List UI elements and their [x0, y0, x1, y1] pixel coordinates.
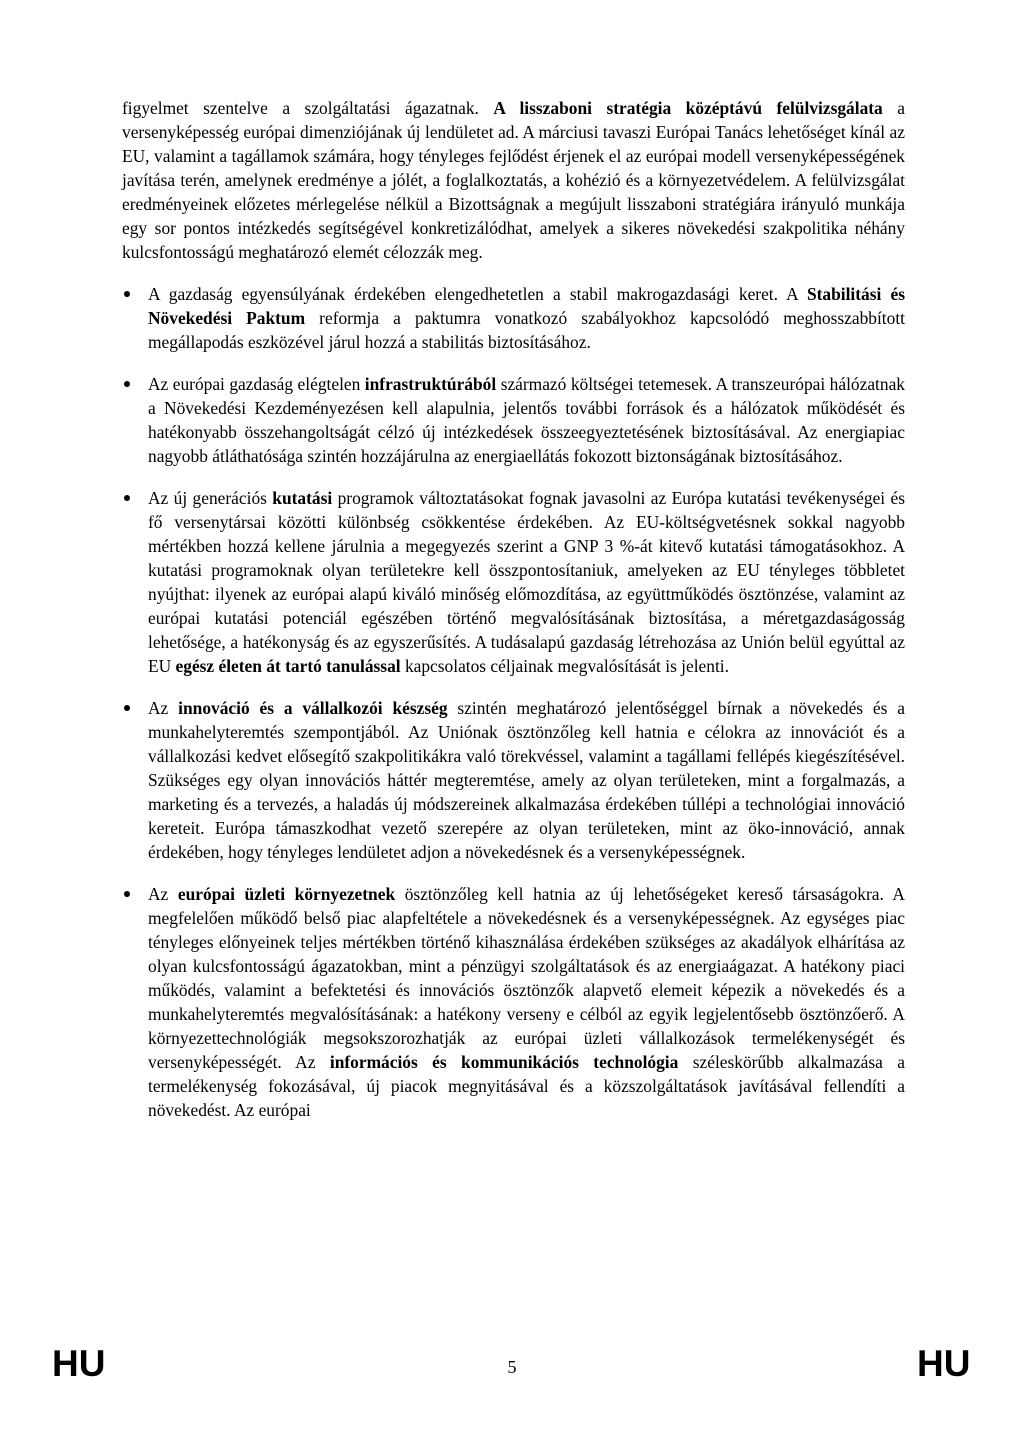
- text-run: Az: [148, 698, 179, 718]
- text-run: széleskörűbb alkalmazása a termelékenység fokozásával, új piacok megnyitásával és a közszolgáltatások javításával fellendíti a növekedést. Az európai: [148, 1052, 905, 1120]
- bullet-list: [122, 282, 905, 1122]
- bold-text-run: A lisszaboni stratégia középtávú felülvizsgálata: [493, 98, 883, 118]
- bold-text-run: egész életen át tartó tanulással: [175, 656, 401, 676]
- text-run: Az új generációs: [148, 488, 273, 508]
- bold-text-run: infrastruktúrából: [364, 374, 497, 394]
- text-run: A gazdaság egyensúlyának érdekében elengedhetetlen a stabil makrogazdasági keret. A: [148, 284, 807, 304]
- bullet-text: [148, 696, 905, 864]
- body-text: [122, 96, 905, 1140]
- text-run: figyelmet szentelve a szolgáltatási ágazatnak.: [122, 98, 494, 118]
- bullet-item-research: [122, 486, 905, 678]
- bullet-item-stability: [122, 282, 905, 354]
- bullet-icon: [124, 381, 130, 387]
- bullet-text: [148, 486, 905, 678]
- intro-paragraph: [122, 96, 905, 264]
- text-run: Az: [148, 884, 178, 904]
- text-run: ösztönzőleg kell hatnia az új lehetőségeket kereső társaságokra. A megfelelően működő belső piac alapfeltétele a növekedésnek és a versenyképességnek. Az egységes piac tényleges előnyeinek teljes mértékben történő kihasználása érdekében szükséges az akadályok elhárítása az olyan kulcsfontosságú ágazatokban, mint a pénzügyi szolgáltatások és az energiaágazat. A hatékony piaci működés, valamint a befektetési és innovációs ösztönzők alapvető elemeit képezik a növekedés és a munkahelyteremtés megvalósításának: a hatékony verseny e célból az egyik legjelentősebb ösztönzőerő. A környezettechnológiák megsokszorozhatják az európai üzleti vállalkozások termelékenységét és versenyképességét. Az: [148, 884, 905, 1072]
- text-run: Az európai gazdaság elégtelen: [148, 374, 365, 394]
- footer-language-label-left: HU: [52, 1343, 106, 1384]
- bullet-icon: [124, 705, 130, 711]
- footer-language-label-right: HU: [917, 1343, 971, 1384]
- bullet-item-innovation: [122, 696, 905, 864]
- bullet-icon: [124, 291, 130, 297]
- bold-text-run: információs és kommunikációs technológia: [329, 1052, 679, 1072]
- text-run: a versenyképesség európai dimenziójának új lendületet ad. A márciusi tavaszi Európai Tanács lehetőséget kínál az EU, valamint a tagállamok számára, hogy tényleges fejlődést érjenek el az európai modell versenyképességének javítása terén, amelynek eredménye a jólét, a foglalkoztatás, a kohézió és a környezetvédelem. A felülvizsgálat eredményeinek előzetes mérlegelése nélkül a Bizottságnak a megújult lisszaboni stratégiára irányuló munkája egy sor pontos intézkedés segítségével konkretizálódhat, amelyek a sikeres növekedési szakpolitika néhány kulcsfontosságú meghatározó elemét célozzák meg.: [122, 98, 905, 262]
- bullet-item-business-environment: [122, 882, 905, 1122]
- bold-text-run: Stabilitási és Növekedési Paktum: [148, 284, 905, 328]
- text-run: származó költségei tetemesek. A transzeurópai hálózatnak a Növekedési Kezdeményezésen kell alapulnia, jelentős további források és a hálózatok működését és hatékonyabb összehangoltságát célzó új intézkedések összeegyeztetésének biztosításával. Az energiapiac nagyobb átláthatósága szintén hozzájárulna az energiaellátás fokozott biztonságának biztosításához.: [148, 374, 905, 466]
- bold-text-run: kutatási: [272, 488, 333, 508]
- text-run: programok változtatásokat fognak javasolni az Európa kutatási tevékenységei és fő versenytársai közötti különbség csökkentése érdekében. Az EU-költségvetésnek sokkal nagyobb mértékben hozzá kellene járulnia a megegyezés szerint a GNP 3 %-át kitevő kutatási támogatásokhoz. A kutatási programoknak olyan területekre kell összpontosítaniuk, amelyeken az EU tényleges többletet nyújthat: ilyenek az európai alapú kiváló minőség előmozdítása, az együttműködés ösztönzése, valamint az európai kutatási potenciál egészében történő megvalósításának biztosítása, a méretgazdaságosság lehetősége, a hatékonyság és az egyszerűsítés. A tudásalapú gazdaság létrehozása az Unión belül egyúttal az EU: [148, 488, 905, 676]
- bullet-item-infrastructure: [122, 372, 905, 468]
- page-number: 5: [507, 1357, 517, 1377]
- text-run: reformja a paktumra vonatkozó szabályokhoz kapcsolódó meghosszabbított megállapodás eszközével járul hozzá a stabilitás biztosításához.: [148, 308, 905, 352]
- text-run: szintén meghatározó jelentőséggel bírnak a növekedés és a munkahelyteremtés szempontjából. Az Uniónak ösztönzőleg kell hatnia e célokra az innovációt és a vállalkozási kedvet elősegítő szakpolitikákra való törekvéssel, valamint a tagállami fellépés kiegészítésével. Szükséges egy olyan innovációs háttér megteremtése, amely az olyan területeken, mint a forgalmazás, a marketing és a tervezés, a haladás új módszereinek alkalmazása érdekében túllépi a technológiai innováció kereteit. Európa támaszkodhat vezető szerepére az olyan területeken, mint az öko-innováció, annak érdekében, hogy tényleges lendületet adjon a növekedésnek és a versenyképességnek.: [148, 698, 905, 862]
- bullet-icon: [124, 891, 130, 897]
- bold-text-run: innováció és a vállalkozói készség: [178, 698, 448, 718]
- bullet-text: [148, 372, 905, 468]
- bullet-text: [148, 882, 905, 1122]
- bullet-icon: [124, 495, 130, 501]
- bold-text-run: európai üzleti környezetnek: [177, 884, 396, 904]
- text-run: kapcsolatos céljainak megvalósítását is jelenti.: [400, 656, 729, 676]
- bullet-text: [148, 282, 905, 354]
